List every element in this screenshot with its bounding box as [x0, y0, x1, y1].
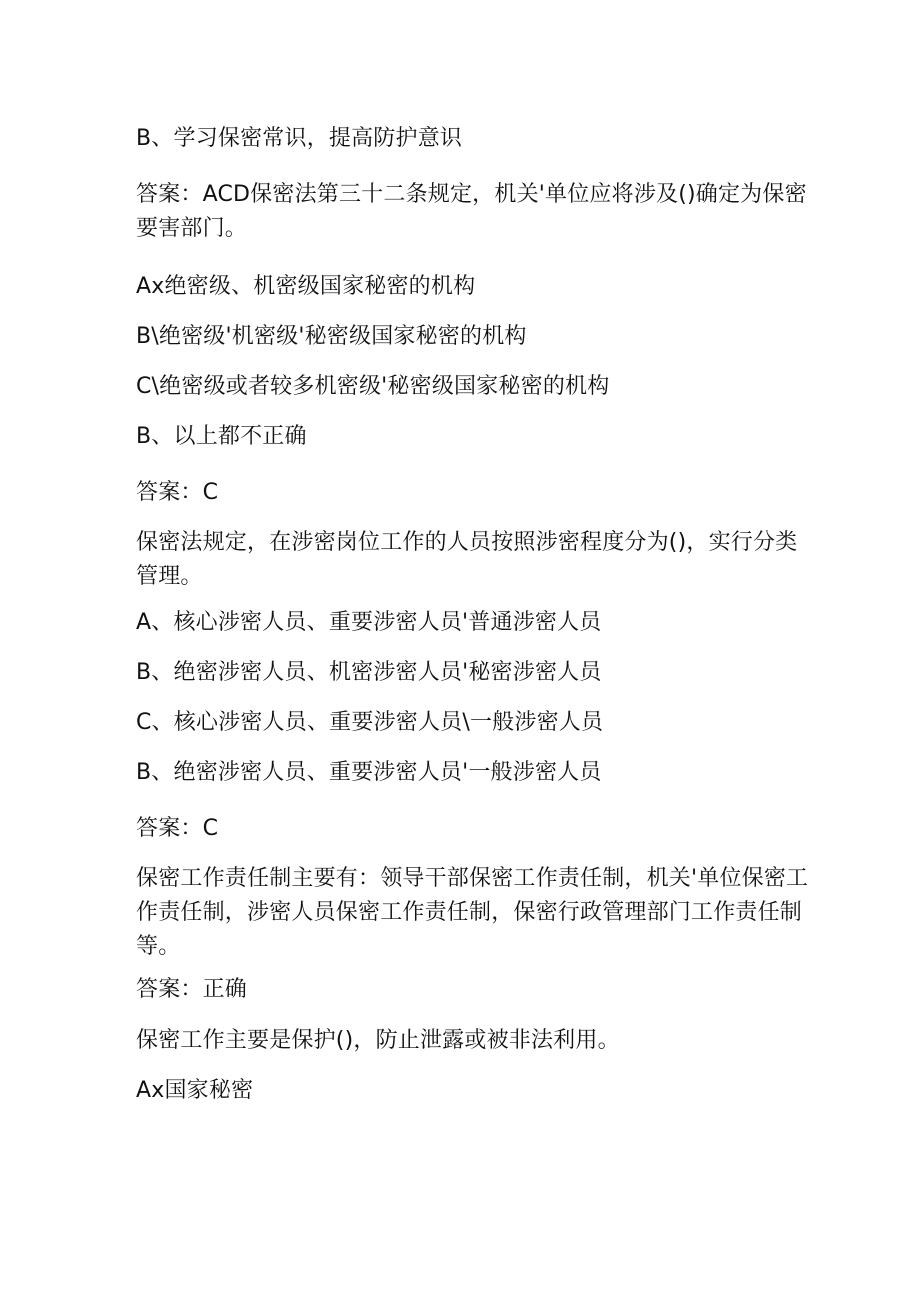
- option-c-more-secret-institutions: C\绝密级或者较多机密级'秘密级国家秘密的机构: [136, 374, 610, 399]
- option-b-none-correct: B、以上都不正确: [136, 424, 307, 449]
- option-b-top-secret-personnel: B、绝密涉密人员、机密涉密人员'秘密涉密人员: [136, 660, 602, 685]
- option-a-core-personnel: A、核心涉密人员、重要涉密人员'普通涉密人员: [136, 610, 602, 635]
- answer-correct: 答案：正确: [136, 977, 248, 1002]
- answer-and-question-security-departments: 答案：ACD保密法第三十二条规定，机关'单位应将涉及()确定为保密要害部门。: [136, 182, 807, 241]
- option-b-study-knowledge: B、学习保密常识，提高防护意识: [136, 126, 463, 151]
- question-protect-secrets: 保密工作主要是保护()，防止泄露或被非法利用。: [136, 1028, 620, 1053]
- question-personnel-classification: 保密法规定，在涉密岗位工作的人员按照涉密程度分为()，实行分类管理。: [136, 530, 798, 589]
- option-a-state-secrets: Ax国家秘密: [136, 1078, 254, 1103]
- option-c-core-general-personnel: C、核心涉密人员、重要涉密人员\一般涉密人员: [136, 710, 604, 735]
- statement-responsibility-system: 保密工作责任制主要有：领导干部保密工作责任制，机关'单位保密工作责任制，涉密人员保密工作责任制，保密行政管理部门工作责任制等。: [136, 866, 809, 959]
- answer-c-1: 答案：C: [136, 480, 219, 505]
- option-b-top-secret-general-personnel: B、绝密涉密人员、重要涉密人员'一般涉密人员: [136, 760, 602, 785]
- option-a-top-secret-institutions: Ax绝密级、机密级国家秘密的机构: [136, 274, 476, 299]
- option-b-all-levels-institutions: B\绝密级'机密级'秘密级国家秘密的机构: [136, 324, 527, 349]
- answer-c-2: 答案：C: [136, 816, 219, 841]
